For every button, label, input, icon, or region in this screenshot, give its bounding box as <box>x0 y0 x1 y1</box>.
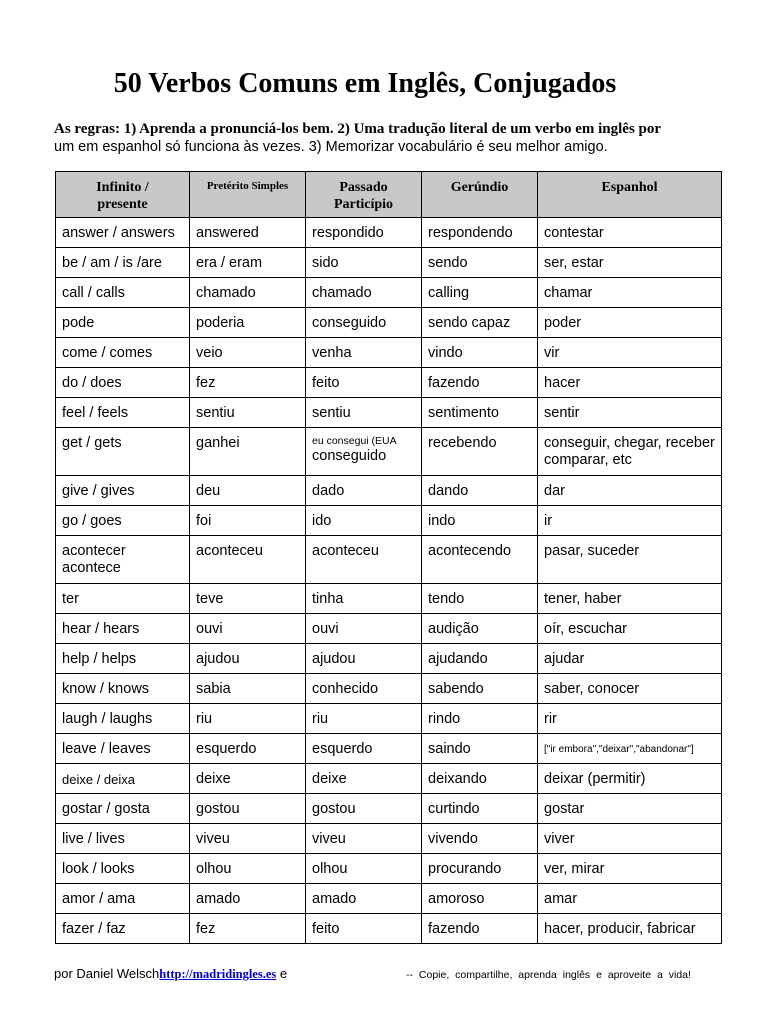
header-infinitive <box>56 172 190 218</box>
header-infinitive-line1: Infinito / <box>96 180 149 195</box>
cell-infinitive: gostar / gosta <box>56 794 190 824</box>
cell-participle: sido <box>306 248 422 278</box>
cell-preterite: veio <box>190 338 306 368</box>
cell-gerund: tendo <box>422 584 538 614</box>
cell-spanish: hacer <box>538 368 722 398</box>
cell-participle: ajudou <box>306 644 422 674</box>
cell-participle: ouvi <box>306 614 422 644</box>
cell-preterite: era / eram <box>190 248 306 278</box>
cell-spanish: ser, estar <box>538 248 722 278</box>
table-row <box>56 476 722 506</box>
cell-infinitive: acontecer acontece <box>56 536 190 584</box>
table-header-row <box>56 172 722 218</box>
cell-gerund: sabendo <box>422 674 538 704</box>
rules-normal-text: um em espanhol só funciona às vezes. 3) Memorizar vocabulário é seu melhor amigo. <box>54 139 608 155</box>
cell-infinitive: come / comes <box>56 338 190 368</box>
cell-participle: dado <box>306 476 422 506</box>
cell-spanish: amar <box>538 884 722 914</box>
cell-participle-note: eu consegui (EUA <box>312 435 397 447</box>
cell-preterite: poderia <box>190 308 306 338</box>
table-row <box>56 764 722 794</box>
verbs-table <box>55 171 722 944</box>
cell-participle: sentiu <box>306 398 422 428</box>
cell-gerund: respondendo <box>422 218 538 248</box>
cell-preterite: chamado <box>190 278 306 308</box>
table-row <box>56 218 722 248</box>
cell-preterite: answered <box>190 218 306 248</box>
rules-bold-text: As regras: 1) Aprenda a pronunciá-los bem. 2) Uma tradução literal de um verbo em inglês por <box>54 121 662 137</box>
cell-participle: venha <box>306 338 422 368</box>
cell-participle: aconteceu <box>306 536 422 584</box>
cell-infinitive: live / lives <box>56 824 190 854</box>
cell-participle: ido <box>306 506 422 536</box>
table-row <box>56 308 722 338</box>
table-row <box>56 854 722 884</box>
cell-infinitive: go / goes <box>56 506 190 536</box>
cell-gerund: curtindo <box>422 794 538 824</box>
table-row <box>56 278 722 308</box>
cell-gerund: amoroso <box>422 884 538 914</box>
footer-slogan: -- Copie, compartilhe, aprenda inglês e aproveite a vida! <box>406 969 691 981</box>
cell-infinitive: hear / hears <box>56 614 190 644</box>
footer-link[interactable]: http://madridingles.es <box>159 967 277 981</box>
cell-infinitive: do / does <box>56 368 190 398</box>
cell-preterite: foi <box>190 506 306 536</box>
cell-participle: gostou <box>306 794 422 824</box>
cell-gerund: sendo <box>422 248 538 278</box>
cell-gerund: indo <box>422 506 538 536</box>
cell-preterite: teve <box>190 584 306 614</box>
table-row <box>56 614 722 644</box>
cell-participle: feito <box>306 914 422 944</box>
cell-gerund: dando <box>422 476 538 506</box>
cell-spanish: pasar, suceder <box>538 536 722 584</box>
cell-gerund: saindo <box>422 734 538 764</box>
cell-gerund: vivendo <box>422 824 538 854</box>
cell-infinitive: amor / ama <box>56 884 190 914</box>
cell-participle: amado <box>306 884 422 914</box>
cell-preterite: esquerdo <box>190 734 306 764</box>
cell-spanish: deixar (permitir) <box>538 764 722 794</box>
cell-spanish: tener, haber <box>538 584 722 614</box>
cell-gerund: vindo <box>422 338 538 368</box>
cell-participle: chamado <box>306 278 422 308</box>
cell-infinitive: give / gives <box>56 476 190 506</box>
cell-spanish: chamar <box>538 278 722 308</box>
cell-preterite: riu <box>190 704 306 734</box>
table-row <box>56 644 722 674</box>
cell-participle: conseguido <box>306 308 422 338</box>
table-row <box>56 734 722 764</box>
cell-participle-text: conseguido <box>312 448 387 464</box>
cell-gerund: fazendo <box>422 914 538 944</box>
table-row <box>56 884 722 914</box>
cell-spanish: sentir <box>538 398 722 428</box>
cell-infinitive: pode <box>56 308 190 338</box>
rules-paragraph <box>54 120 734 156</box>
header-spanish: Espanhol <box>538 172 722 218</box>
cell-preterite: ganhei <box>190 428 306 476</box>
header-participle-line1: Passado <box>339 180 388 195</box>
cell-spanish: dar <box>538 476 722 506</box>
cell-participle: feito <box>306 368 422 398</box>
cell-preterite: ajudou <box>190 644 306 674</box>
table-row <box>56 674 722 704</box>
footer-author-name: por Daniel Welsch <box>54 966 160 981</box>
cell-preterite: sabia <box>190 674 306 704</box>
table-row <box>56 536 722 584</box>
header-preterite: Pretérito Simples <box>190 172 306 218</box>
table-row <box>56 248 722 278</box>
header-participle <box>306 172 422 218</box>
table-row <box>56 704 722 734</box>
cell-infinitive: deixe / deixa <box>56 764 190 794</box>
cell-infinitive: know / knows <box>56 674 190 704</box>
cell-infinitive: fazer / faz <box>56 914 190 944</box>
cell-spanish: saber, conocer <box>538 674 722 704</box>
cell-infinitive: look / looks <box>56 854 190 884</box>
cell-preterite: deu <box>190 476 306 506</box>
cell-gerund: acontecendo <box>422 536 538 584</box>
cell-spanish: oír, escuchar <box>538 614 722 644</box>
cell-infinitive: laugh / laughs <box>56 704 190 734</box>
cell-gerund: procurando <box>422 854 538 884</box>
table-row <box>56 338 722 368</box>
cell-participle <box>306 428 422 476</box>
cell-participle: conhecido <box>306 674 422 704</box>
table-row <box>56 368 722 398</box>
cell-participle: respondido <box>306 218 422 248</box>
cell-spanish: ir <box>538 506 722 536</box>
cell-spanish: ajudar <box>538 644 722 674</box>
page-title: 50 Verbos Comuns em Inglês, Conjugados <box>113 68 617 99</box>
cell-spanish: viver <box>538 824 722 854</box>
cell-gerund: audição <box>422 614 538 644</box>
table-row <box>56 398 722 428</box>
cell-infinitive: get / gets <box>56 428 190 476</box>
cell-participle: viveu <box>306 824 422 854</box>
cell-spanish: ver, mirar <box>538 854 722 884</box>
cell-preterite: deixe <box>190 764 306 794</box>
cell-infinitive: be / am / is /are <box>56 248 190 278</box>
table-row <box>56 914 722 944</box>
table-row <box>56 506 722 536</box>
cell-participle: deixe <box>306 764 422 794</box>
table-row <box>56 584 722 614</box>
cell-infinitive: ter <box>56 584 190 614</box>
cell-infinitive: help / helps <box>56 644 190 674</box>
header-participle-line2: Particípio <box>333 197 394 212</box>
cell-preterite: viveu <box>190 824 306 854</box>
cell-gerund: recebendo <box>422 428 538 476</box>
cell-infinitive: answer / answers <box>56 218 190 248</box>
header-gerund: Gerúndio <box>422 172 538 218</box>
cell-gerund: calling <box>422 278 538 308</box>
footer-author <box>54 966 287 982</box>
cell-participle: tinha <box>306 584 422 614</box>
cell-preterite: gostou <box>190 794 306 824</box>
cell-participle: esquerdo <box>306 734 422 764</box>
cell-preterite: olhou <box>190 854 306 884</box>
cell-gerund: deixando <box>422 764 538 794</box>
cell-infinitive: feel / feels <box>56 398 190 428</box>
header-infinitive-line2: presente <box>97 197 148 212</box>
cell-infinitive: call / calls <box>56 278 190 308</box>
cell-preterite: sentiu <box>190 398 306 428</box>
cell-gerund: fazendo <box>422 368 538 398</box>
cell-spanish: rir <box>538 704 722 734</box>
cell-spanish: contestar <box>538 218 722 248</box>
cell-preterite: ouvi <box>190 614 306 644</box>
cell-participle: riu <box>306 704 422 734</box>
cell-gerund: sentimento <box>422 398 538 428</box>
cell-participle: olhou <box>306 854 422 884</box>
cell-infinitive: leave / leaves <box>56 734 190 764</box>
cell-preterite: aconteceu <box>190 536 306 584</box>
cell-preterite: amado <box>190 884 306 914</box>
cell-gerund: sendo capaz <box>422 308 538 338</box>
cell-preterite: fez <box>190 914 306 944</box>
cell-spanish: vir <box>538 338 722 368</box>
table-row <box>56 428 722 476</box>
table-row <box>56 794 722 824</box>
cell-spanish: gostar <box>538 794 722 824</box>
table-row <box>56 824 722 854</box>
cell-spanish: poder <box>538 308 722 338</box>
cell-gerund: ajudando <box>422 644 538 674</box>
footer-link-suffix: e <box>276 966 288 981</box>
cell-spanish: hacer, producir, fabricar <box>538 914 722 944</box>
cell-spanish: ["ir embora","deixar","abandonar"] <box>538 734 722 764</box>
cell-spanish: conseguir, chegar, receber comparar, etc <box>538 428 722 476</box>
cell-gerund: rindo <box>422 704 538 734</box>
cell-preterite: fez <box>190 368 306 398</box>
